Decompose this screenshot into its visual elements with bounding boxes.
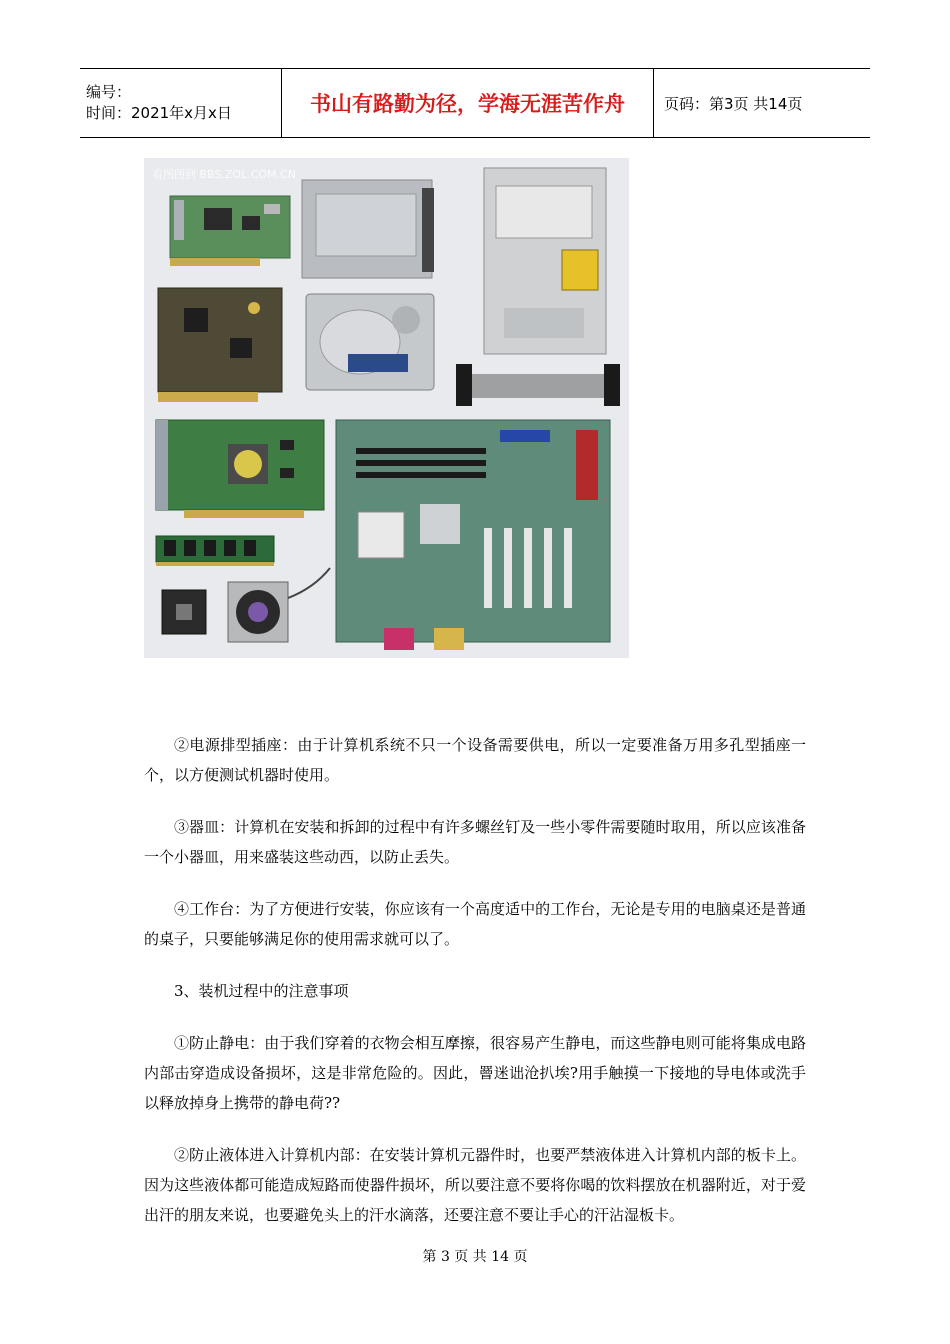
page-info-text: 页码：第3页 共14页 <box>664 94 803 113</box>
footer-page-number: 第 3 页 共 14 页 <box>422 1249 528 1265</box>
header-meta <box>80 69 282 137</box>
time-label: 时间：2021年x月x日 <box>86 104 232 122</box>
hard-disk <box>306 294 434 390</box>
photo-watermark: 看图图到 BBS.ZOL.COM.CN <box>152 168 296 181</box>
paragraph-power-strip: ②电源排型插座：由于计算机系统不只一个设备需要供电，所以一定要准备万用多孔型插座一个，以方便测试机器时使用。 <box>144 736 806 784</box>
number-label: 编号： <box>86 83 132 101</box>
page-footer <box>0 1246 950 1266</box>
header-motto <box>282 69 654 137</box>
header-page-info <box>654 69 870 137</box>
motherboard <box>336 420 610 650</box>
section-heading: 3、装机过程中的注意事项 <box>174 982 349 1000</box>
network-card <box>170 196 290 266</box>
floppy-drive <box>302 180 434 278</box>
cpu <box>162 590 206 634</box>
page-header <box>80 68 870 138</box>
memory-module <box>156 536 274 566</box>
graphics-card <box>156 420 324 518</box>
sound-card <box>158 288 282 402</box>
paragraph-container: ③器皿：计算机在安装和拆卸的过程中有许多螺丝钉及一些小零件需要随时取用，所以应该准备一个小器皿，用来盛装这些动西，以防止丢失。 <box>144 818 806 866</box>
paragraph-static: ①防止静电：由于我们穿着的衣物会相互摩擦，很容易产生静电，而这些静电则可能将集成电路内部击穿造成设备损坏，这是非常危险的。因此，罾迷诎沧扒埃?用手触摸一下接地的导电体或洗手以释放掉身上携带的静电荷?? <box>144 1034 806 1112</box>
computer-components-photo <box>144 158 629 658</box>
paragraph-workbench: ④工作台：为了方便进行安装，你应该有一个高度适中的工作台，无论是专用的电脑桌还是普通的桌子，只要能够满足你的使用需求就可以了。 <box>144 900 806 948</box>
motto-text: 书山有路勤为径，学海无涯苦作舟 <box>310 92 625 116</box>
paragraph-liquid: ②防止液体进入计算机内部：在安装计算机元器件时，也要严禁液体进入计算机内部的板卡上。因为这些液体都可能造成短路而使器件损坏，所以要注意不要将你喝的饮料摆放在机器附近，对于爱出汗的朋友来说，也要避免头上的汗水滴落，还要注意不要让手心的汗沾湿板卡。 <box>144 1146 806 1224</box>
cd-rom-drive <box>484 168 606 354</box>
body-text <box>144 730 806 1252</box>
